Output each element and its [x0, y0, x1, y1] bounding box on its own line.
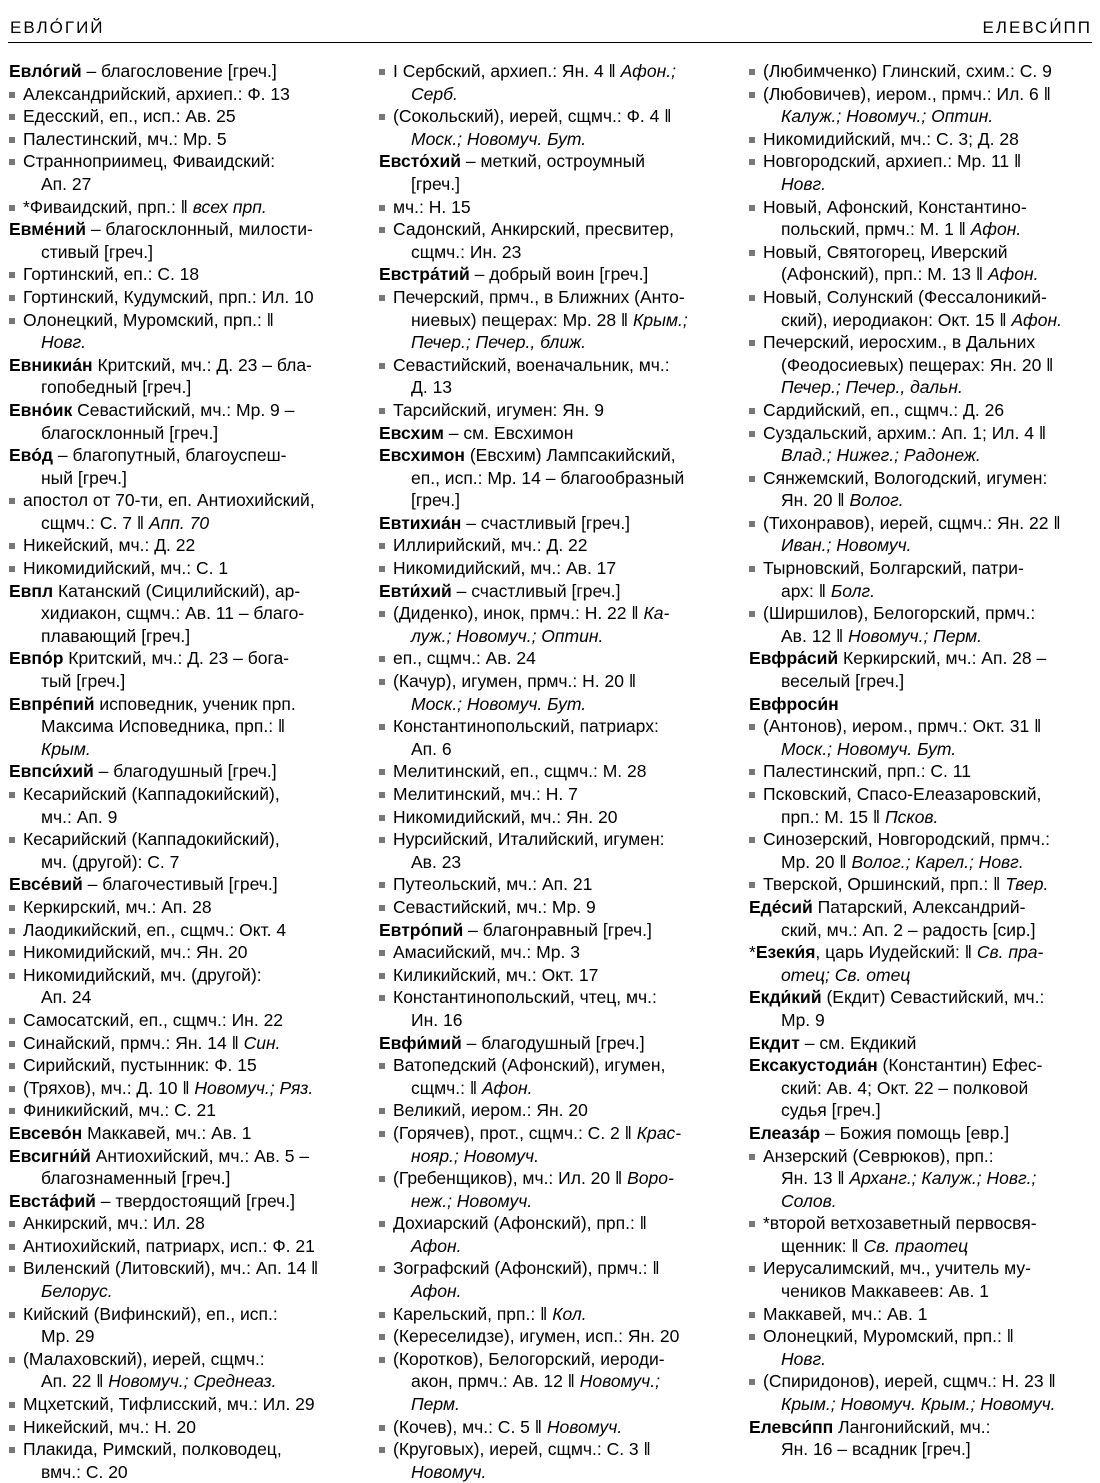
entry-subitem-line: Кесарийский (Каппадокийский),	[9, 783, 352, 806]
entry-continuation-line: сщмч.: С. 7 ‖ Апп. 70	[41, 512, 210, 533]
entry-headword-line: Евпре́пий исповедник, ученик прп.	[9, 693, 296, 714]
entry-subitem-line: Лаодикийский, еп., сщмч.: Окт. 4	[9, 919, 352, 942]
entry-subitem-line: Мцхетский, Тифлисский, мч.: Ил. 29	[9, 1393, 352, 1416]
entry-subitem-line: Севастийский, мч.: Мр. 9	[379, 896, 721, 919]
entry-subitem-line: Керкирский, мч.: Ап. 28	[9, 896, 352, 919]
entry-continuation-line: Ап. 24	[41, 987, 92, 1008]
entry-continuation-line: еп., исп.: Мр. 14 – благообразный	[411, 467, 685, 488]
entry-subitem-line: Сардийский, еп., сщмч.: Д. 26	[749, 399, 1091, 422]
entry-headword-line: Евпси́хий – благодушный [греч.]	[9, 761, 277, 782]
entry-subitem-line: I Сербский, архиеп.: Ян. 4 ‖ Афон.;	[379, 60, 721, 83]
entry-subitem-line: Суздальский, архим.: Ап. 1; Ил. 4 ‖	[749, 422, 1091, 445]
entry-continuation-line: Д. 13	[411, 377, 453, 398]
entry-headword-line: Евникиа́н Критский, мч.: Д. 23 – бла-	[9, 354, 312, 375]
entry-continuation-line: [греч.]	[411, 490, 460, 511]
entry-continuation-line: Новг.	[781, 173, 826, 194]
entry-subitem-line: (Горячев), прот., сщмч.: С. 2 ‖ Крас-	[379, 1122, 721, 1145]
entry-subitem-line: Новый, Солунский (Фессалоникий-	[749, 286, 1091, 309]
entry-continuation-line: Крым.; Новомуч. Крым.; Новомуч.	[781, 1394, 1056, 1415]
entry-continuation-line: Ап. 27	[41, 173, 92, 194]
entry-subitem-line: Сирийский, пустынник: Ф. 15	[9, 1054, 352, 1077]
entry-subitem-line: Никейский, мч.: Д. 22	[9, 534, 352, 557]
entry-subitem-line: Олонецкий, Муромский, прп.: ‖	[749, 1325, 1091, 1348]
entry-continuation-line: тый [греч.]	[41, 671, 126, 692]
entry-headword-line: *Езеки́я, царь Иудейский: ‖ Св. пра-	[749, 942, 1044, 963]
entry-subitem-line: Амасийский, мч.: Мр. 3	[379, 941, 721, 964]
entry-continuation-line: Печер.; Печер., ближ.	[411, 332, 587, 353]
entry-headword-line: Евсхимон (Евсхим) Лампсакийский,	[379, 445, 676, 466]
entry-continuation-line: вмч.: С. 20	[41, 1461, 128, 1482]
entry-subitem-line: Ватопедский (Афонский), игумен,	[379, 1054, 721, 1077]
entry-subitem-line: Финикийский, мч.: С. 21	[9, 1099, 352, 1122]
entry-continuation-line: гопобедный [греч.]	[41, 377, 192, 398]
entry-subitem-line: Путеольский, мч.: Ап. 21	[379, 873, 721, 896]
entry-subitem-line: Маккавей, мч.: Ав. 1	[749, 1303, 1091, 1326]
column-3	[749, 60, 1091, 1461]
entry-subitem-line: мч.: Н. 15	[379, 196, 721, 219]
entry-continuation-line: Афон.	[411, 1235, 462, 1256]
entry-subitem-line: Тырновский, Болгарский, патри-	[749, 557, 1091, 580]
entry-subitem-line: Новгородский, архиеп.: Мр. 11 ‖	[749, 150, 1091, 173]
entry-continuation-line: Ин. 16	[411, 1009, 463, 1030]
entry-continuation-line: луж.; Новомуч.; Оптин.	[411, 625, 604, 646]
entry-headword-line: Евно́ик Севастийский, мч.: Мр. 9 –	[9, 399, 295, 420]
entry-subitem-line: Виленский (Литовский), мч.: Ап. 14 ‖	[9, 1257, 352, 1280]
entry-continuation-line: Ап. 6	[411, 738, 452, 759]
entry-subitem-line: Зографский (Афонский), прмч.: ‖	[379, 1257, 721, 1280]
entry-headword-line: Евсхим – см. Евсхимон	[379, 422, 574, 443]
column-1	[9, 60, 352, 1483]
entry-headword-line: Елевси́пп Лангонийский, мч.:	[749, 1416, 991, 1437]
entry-subitem-line: Никомидийский, мч.: С. 3; Д. 28	[749, 128, 1091, 151]
entry-subitem-line: еп., сщмч.: Ав. 24	[379, 647, 721, 670]
entry-headword-line: Ексакустодиа́н (Константин) Ефес-	[749, 1055, 1043, 1076]
entry-headword-line: Евфра́сий Керкирский, мч.: Ап. 28 –	[749, 648, 1047, 669]
entry-continuation-line: плавающий [греч.]	[41, 625, 191, 646]
entry-continuation-line: Ап. 22 ‖ Новомуч.; Среднеаз.	[41, 1371, 277, 1392]
entry-continuation-line: (Афонский), прп.: М. 13 ‖ Афон.	[781, 264, 1039, 285]
entry-continuation-line: стивый [греч.]	[41, 241, 154, 262]
entry-continuation-line: арх: ‖ Болг.	[781, 580, 875, 601]
entry-subitem-line: Синайский, прмч.: Ян. 14 ‖ Син.	[9, 1032, 352, 1055]
entry-subitem-line: Александрийский, архиеп.: Ф. 13	[9, 83, 352, 106]
entry-subitem-line: (Спиридонов), иерей, сщмч.: Н. 23 ‖	[749, 1370, 1091, 1393]
entry-subitem-line: Иллирийский, мч.: Д. 22	[379, 534, 721, 557]
entry-subitem-line: Никомидийский, мч.: Ян. 20	[379, 806, 721, 829]
entry-continuation-line: Ян. 20 ‖ Волог.	[781, 490, 904, 511]
entry-subitem-line: Анзерский (Севрюков), прп.:	[749, 1145, 1091, 1168]
entry-subitem-line: (Круговых), иерей, сщмч.: С. 3 ‖	[379, 1438, 721, 1461]
entry-continuation-line: неж.; Новомуч.	[411, 1190, 533, 1211]
entry-subitem-line: Константинопольский, чтец, мч.:	[379, 986, 721, 1009]
entry-continuation-line: ный [греч.]	[41, 467, 127, 488]
entry-headword-line: Евтро́пий – благонравный [греч.]	[379, 919, 652, 940]
entry-subitem-line: Никомидийский, мч.: С. 1	[9, 557, 352, 580]
entry-subitem-line: Палестинский, прп.: С. 11	[749, 760, 1091, 783]
entry-continuation-line: щенник: ‖ Св. праотец	[781, 1235, 969, 1256]
entry-headword-line: Екди́кий (Екдит) Севастийский, мч.:	[749, 987, 1045, 1008]
entry-continuation-line: благознаменный [греч.]	[41, 1168, 231, 1189]
entry-subitem-line: Тарсийский, игумен: Ян. 9	[379, 399, 721, 422]
entry-subitem-line: Гортинский, Кудумский, прп.: Ил. 10	[9, 286, 352, 309]
entry-continuation-line: ниевых) пещерах: Мр. 28 ‖ Крым.;	[411, 309, 688, 330]
entry-subitem-line: (Сокольский), иерей, сщмч.: Ф. 4 ‖	[379, 105, 721, 128]
entry-continuation-line: Влад.; Нижег.; Радонеж.	[781, 445, 981, 466]
column-2	[379, 60, 721, 1483]
entry-subitem-line: Никомидийский, мч.: Ав. 17	[379, 557, 721, 580]
entry-continuation-line: судья [греч.]	[781, 1100, 881, 1121]
entry-continuation-line: мч.: Ап. 9	[41, 806, 118, 827]
entry-subitem-line: Садонский, Анкирский, пресвитер,	[379, 218, 721, 241]
entry-continuation-line: Крым.	[41, 738, 91, 759]
entry-headword-line: Евфи́мий – благодушный [греч.]	[379, 1032, 645, 1053]
entry-headword-line: Евстра́тий – добрый воин [греч.]	[379, 264, 649, 285]
entry-subitem-line: (Коротков), Белогорский, иероди-	[379, 1348, 721, 1371]
header-rule	[8, 42, 1092, 43]
entry-subitem-line: Севастийский, военачальник, мч.:	[379, 354, 721, 377]
entry-continuation-line: Мр. 20 ‖ Волог.; Карел.; Новг.	[781, 851, 1024, 872]
entry-subitem-line: Палестинский, мч.: Мр. 5	[9, 128, 352, 151]
entry-continuation-line: хидиакон, сщмч.: Ав. 11 – благо-	[41, 603, 305, 624]
entry-subitem-line: Новый, Афонский, Константино-	[749, 196, 1091, 219]
entry-headword-line: Евпо́р Критский, мч.: Д. 23 – бога-	[9, 648, 290, 669]
entry-headword-line: Евсигни́й Антиохийский, мч.: Ав. 5 –	[9, 1145, 310, 1166]
entry-subitem-line: Великий, иером.: Ян. 20	[379, 1099, 721, 1122]
entry-subitem-line: Тверской, Оршинский, прп.: ‖ Твер.	[749, 873, 1091, 896]
running-head-right: ЕЛЕВСИ́ПП	[982, 18, 1092, 37]
entry-continuation-line: Солов.	[781, 1190, 837, 1211]
entry-continuation-line: Новг.	[781, 1348, 826, 1369]
entry-headword-line: Евло́гий – благословение [греч.]	[9, 61, 277, 81]
entry-continuation-line: Максима Исповедника, прп.: ‖	[41, 716, 286, 737]
entry-subitem-line: Плакида, Римский, полководец,	[9, 1438, 352, 1461]
entry-subitem-line: (Диденко), инок, прмч.: Н. 22 ‖ Ка-	[379, 602, 721, 625]
entry-continuation-line: Моск.; Новомуч. Бут.	[411, 693, 587, 714]
entry-continuation-line: Мр. 29	[41, 1326, 95, 1347]
entry-continuation-line: мч. (другой): С. 7	[41, 851, 180, 872]
entry-continuation-line: отец; Св. отец	[781, 964, 911, 985]
entry-continuation-line: Афон.	[411, 1281, 462, 1302]
entry-subitem-line: (Качур), игумен, прмч.: Н. 20 ‖	[379, 670, 721, 693]
entry-continuation-line: Перм.	[411, 1394, 460, 1415]
entry-subitem-line: Синозерский, Новгородский, прмч.:	[749, 828, 1091, 851]
entry-subitem-line: Мелитинский, еп., сщмч.: М. 28	[379, 760, 721, 783]
entry-continuation-line: Серб.	[411, 83, 458, 104]
entry-continuation-line: Мр. 9	[781, 1009, 825, 1030]
entry-subitem-line: Псковский, Спасо-Елеазаровский,	[749, 783, 1091, 806]
entry-subitem-line: Кесарийский (Каппадокийский),	[9, 828, 352, 851]
entry-subitem-line: Печерский, иеросхим., в Дальних	[749, 331, 1091, 354]
entry-subitem-line: (Антонов), иером., прмч.: Окт. 31 ‖	[749, 715, 1091, 738]
entry-headword-line: Еде́сий Патарский, Александрий-	[749, 896, 1026, 917]
entry-subitem-line: Никомидийский, мч.: Ян. 20	[9, 941, 352, 964]
entry-headword-line: Евфроси́н	[749, 693, 839, 714]
entry-headword-line: Евсто́хий – меткий, остроумный	[379, 151, 645, 172]
entry-continuation-line: веселый [греч.]	[781, 671, 905, 692]
entry-subitem-line: Нурсийский, Италийский, игумен:	[379, 828, 721, 851]
entry-continuation-line: Ян. 16 – всадник [греч.]	[781, 1439, 971, 1460]
entry-headword-line: Ево́д – благопутный, благоуспеш-	[9, 445, 287, 466]
entry-continuation-line: акон, прмч.: Ав. 12 ‖ Новомуч.;	[411, 1371, 660, 1392]
entry-continuation-line: сщмч.: Ин. 23	[411, 241, 522, 262]
entry-continuation-line: Белорус.	[41, 1281, 113, 1302]
entry-subitem-line: (Кочев), мч.: С. 5 ‖ Новомуч.	[379, 1416, 721, 1439]
entry-headword-line: Евтихиа́н – счастливый [греч.]	[379, 512, 631, 533]
entry-subitem-line: Дохиарский (Афонский), прп.: ‖	[379, 1212, 721, 1235]
entry-subitem-line: Странноприимец, Фиваидский:	[9, 150, 352, 173]
entry-subitem-line: (Кереселидзе), игумен, исп.: Ян. 20	[379, 1325, 721, 1348]
entry-continuation-line: ский: Ав. 4; Окт. 22 – полковой	[781, 1077, 1029, 1098]
running-head-left: ЕВЛО́ГИЙ	[10, 18, 105, 37]
entry-subitem-line: (Тряхов), мч.: Д. 10 ‖ Новомуч.; Ряз.	[9, 1077, 352, 1100]
entry-subitem-line: Никомидийский, мч. (другой):	[9, 964, 352, 987]
entry-subitem-line: *Фиваидский, прп.: ‖ всех прп.	[9, 196, 352, 219]
entry-continuation-line: Ав. 23	[411, 851, 462, 872]
entry-subitem-line: Кийский (Вифинский), еп., исп.:	[9, 1303, 352, 1326]
entry-headword-line: Евме́ний – благосклонный, милости-	[9, 219, 313, 240]
entry-continuation-line: (Феодосиевых) пещерах: Ян. 20 ‖	[781, 354, 1054, 375]
entry-subitem-line: Никейский, мч.: Н. 20	[9, 1416, 352, 1439]
entry-subitem-line: Едесский, еп., исп.: Ав. 25	[9, 105, 352, 128]
entry-subitem-line: Олонецкий, Муромский, прп.: ‖	[9, 309, 352, 332]
entry-continuation-line: благосклонный [греч.]	[41, 422, 219, 443]
entry-subitem-line: Гортинский, еп.: С. 18	[9, 263, 352, 286]
entry-subitem-line: (Любимченко) Глинский, схим.: С. 9	[749, 60, 1091, 83]
entry-subitem-line: Сянжемский, Вологодский, игумен:	[749, 467, 1091, 490]
entry-continuation-line: чеников Маккавеев: Ав. 1	[781, 1281, 989, 1302]
entry-subitem-line: (Тихонравов), иерей, сщмч.: Ян. 22 ‖	[749, 512, 1091, 535]
entry-headword-line: Евсе́вий – благочестивый [греч.]	[9, 874, 278, 895]
entry-subitem-line: (Любовичев), иером., прмч.: Ил. 6 ‖	[749, 83, 1091, 106]
entry-headword-line: Евпл Катанский (Сицилийский), ар-	[9, 580, 301, 601]
entry-continuation-line: Новг.	[41, 332, 86, 353]
entry-subitem-line: Киликийский, мч.: Окт. 17	[379, 964, 721, 987]
entry-continuation-line: Ян. 13 ‖ Арханг.; Калуж.; Новг.;	[781, 1168, 1037, 1189]
entry-continuation-line: Моск.; Новомуч. Бут.	[781, 738, 957, 759]
entry-headword-line: Евста́фий – твердостоящий [греч.]	[9, 1190, 295, 1211]
entry-continuation-line: сщмч.: ‖ Афон.	[411, 1077, 533, 1098]
entry-headword-line: Евсево́н Маккавей, мч.: Ав. 1	[9, 1122, 252, 1143]
entry-continuation-line: Иван.; Новомуч.	[781, 535, 912, 556]
entry-subitem-line: *второй ветхозаветный первосвя-	[749, 1212, 1091, 1235]
entry-subitem-line: апостол от 70-ти, еп. Антиохийский,	[9, 489, 352, 512]
entry-subitem-line: Самосатский, еп., сщмч.: Ин. 22	[9, 1009, 352, 1032]
entry-headword-line: Екдит – см. Екдикий	[749, 1032, 917, 1053]
entry-continuation-line: Калуж.; Новомуч.; Оптин.	[781, 106, 994, 127]
entry-subitem-line: (Малаховский), иерей, сщмч.:	[9, 1348, 352, 1371]
entry-subitem-line: Печерский, прмч., в Ближних (Анто-	[379, 286, 721, 309]
entry-subitem-line: Иерусалимский, мч., учитель му-	[749, 1257, 1091, 1280]
entry-subitem-line: Мелитинский, мч.: Н. 7	[379, 783, 721, 806]
entry-subitem-line: Анкирский, мч.: Ил. 28	[9, 1212, 352, 1235]
entry-continuation-line: польский, прмч.: М. 1 ‖ Афон.	[781, 219, 1022, 240]
entry-subitem-line: Константинопольский, патриарх:	[379, 715, 721, 738]
entry-subitem-line: Карельский, прп.: ‖ Кол.	[379, 1303, 721, 1326]
entry-headword-line: Евти́хий – счастливый [греч.]	[379, 580, 621, 601]
entry-continuation-line: ский), иеродиакон: Окт. 15 ‖ Афон.	[781, 309, 1063, 330]
entry-continuation-line: Печер.; Печер., дальн.	[781, 377, 963, 398]
entry-continuation-line: Ав. 12 ‖ Новомуч.; Перм.	[781, 625, 982, 646]
entry-headword-line: Елеаза́р – Божия помощь [евр.]	[749, 1122, 1010, 1143]
entry-continuation-line: Новомуч.	[411, 1461, 487, 1482]
entry-continuation-line: прп.: М. 15 ‖ Псков.	[781, 806, 939, 827]
entry-continuation-line: Моск.; Новомуч. Бут.	[411, 128, 587, 149]
entry-subitem-line: Антиохийский, патриарх, исп.: Ф. 21	[9, 1235, 352, 1258]
entry-subitem-line: (Ширшилов), Белогорский, прмч.:	[749, 602, 1091, 625]
entry-continuation-line: ский, мч.: Ап. 2 – радость [сир.]	[781, 919, 1036, 940]
entry-continuation-line: [греч.]	[411, 173, 460, 194]
entry-continuation-line: нояр.; Новомуч.	[411, 1145, 539, 1166]
entry-subitem-line: (Гребенщиков), мч.: Ил. 20 ‖ Воро-	[379, 1167, 721, 1190]
entry-subitem-line: Новый, Святогорец, Иверский	[749, 241, 1091, 264]
